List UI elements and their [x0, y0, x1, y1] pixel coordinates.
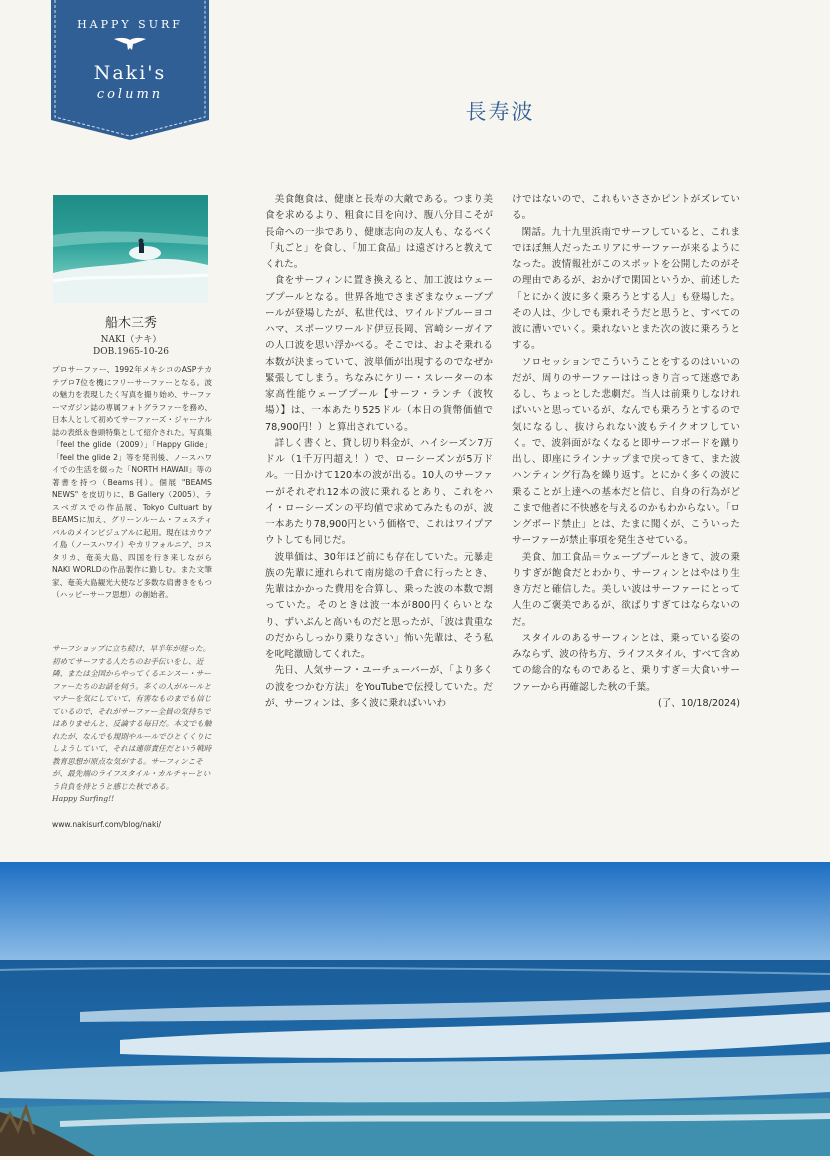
badge-top-text: HAPPY SURF [77, 18, 183, 31]
profile-bio-italic: サーフショップに立ち続け、早半年が経った。初めてサーフする人たちのお手伝いをし、近隣、または全国からやってくるエンスー・サーファーたちのお話を伺う。多くの人がルールとマナーを気にしていて、有害なものまでも信じているので、それがサーファー全員の気持ちではありませんと、反論する毎日だ。本文でも触れたが、なんでも規則やルールでひとくくりにしようしていて、それは連帯責任だという戦時教育思想が原点な気がする。サーフィンこそが、最先端のライフスタイル・カルチャーという自負を持とうと感じた秋である。 [52, 644, 212, 791]
article-title: 長寿波 [465, 100, 535, 124]
paragraph-continued: けではないので、これもいささかピントがズレている。 [512, 194, 740, 222]
badge-name: Naki's [93, 62, 167, 84]
paragraph: 美食、加工食品＝ウェーブプールときて、波の乗りすぎが飽食だとわかり、サーフィンとはやはり生き方だと確信した。美しい波はサーファーにとって人生のご褒美であるが、欲ばりすぎてはならないのだ。 [512, 551, 740, 628]
profile-dob: DOB.1965-10-26 [93, 347, 169, 357]
paragraph: スタイルのあるサーフィンとは、乗っている姿のみならず、波の待ち方、ライフスタイル、すべて含めての総合的なものであると、乗りすぎ＝大食いサーファーから再確認した秋の千葉。 [512, 632, 740, 693]
profile-bio-note [52, 643, 212, 806]
profile-bio: プロサーファー、1992年メキシコのASPテカテプロ7位を機にフリーサーファーとなる。波の魅力を表現したく写真を撮り始め、サーファーマガジン誌の専属フォトグラファーを務め、日本人として初めてサーファーズ・ジャーナル誌の表紙＆巻頭特集として紹介された。写真集「feel the glide（2009）」「Happy Glide」「feel the glide 2」等を発刊後、ノースハワイでの生活を綴った「NORTH HAWAII」等の著書を持つ（Beams刊）。個展 "BEAMS NEWS" を皮切りに、B Gallery（2005）、ラスベガスでの作品展、Tokyo Cultuart by BEAMSに加え、グリーンルーム・フェスティバルのメインビジュアルに起用。現在はカウアイ島（ノースハワイ）やカリフォルニア、コスタリカ、奄美大島、四国を行き来しながらNAKI WORLDの作品製作に勤しむ。また文筆家、奄美大島観光大使など多数な肩書きをもつ（ハッピーサーフ思想）の創始者。 [52, 365, 212, 599]
profile-name: 船木三秀 [104, 316, 157, 331]
paragraph: 美食飽食は、健康と長寿の大敵である。つまり美食を求めるより、粗食に目を向け、腹八分目こそが長命への一歩であり、健康志向の友人も、なるべく「丸ごと」を食し、「加工食品」は遠ざけろと教えてくれた。 [265, 194, 493, 270]
winged-emblem-icon [113, 36, 147, 52]
paragraph: 閑話。九十九里浜南でサーフしていると、これまでほぼ無人だったエリアにサーファーが来るようになった。波情報社がこのスポットを公開したのがその理由であるが、おかげで閑国というか、前述した「とにかく波に多く乗ろうとする人」も登場した。その人は、少しでも乗れそうだと思うと、すべての波に漕いでいく。乗れないとまた次の波に乗ろうとする。 [512, 226, 740, 352]
paragraph: 食をサーフィンに置き換えると、加工波はウェーブプールとなる。世界各地でさまざまなウェーブプールが登場したが、私世代は、ワイルドブルーヨコハマ、スポーツワールド伊豆長岡、宮崎シーガイアの人口波を思い浮かべる。そこでは、およそ乗れる本数が決まっていて、波単価が出現するのでなぜか緊張してしまう。ちなみにケリー・スレーターの本家高性能ウェーブプール【サーフ・ランチ（波牧場）】は、一本あたり525ドル（本日の貨幣価値で78,900円！）と算出されている。 [265, 275, 493, 433]
article-signature: (了、10/18/2024) [658, 697, 740, 709]
paragraph: 波単価は、30年ほど前にも存在していた。元暴走族の先輩に連れられて南房総の千倉に行ったとき、先輩はかかった費用を合算し、乗った波の本数で割っていた。そのときは波一本が800円くらいとなり、ずいぶんと高いものだと思ったが、「波は貴重なのだからしっかり乗りなさい」怖い先輩は、そう私を叱咤激励してくれた。 [265, 551, 493, 660]
profile-photo [53, 195, 208, 303]
paragraph: 詳しく書くと、貸し切り料金が、ハイシーズン7万ドル（1千万円超え！）で、ローシーズンが5万ドル。一日かけて120本の波が出る。10人のサーファーがそれぞれ12本の波に乗れるとあり、これをハイ・ローシーズンの平均値で求めてみたものが、波一本あたり78,900円という価格で、これはワイプアウトしても同じだ。 [265, 437, 493, 547]
article-column-2 [512, 192, 740, 712]
profile-url[interactable]: www.nakisurf.com/blog/naki/ [52, 820, 162, 829]
paragraph: 先日、人気サーフ・ユーチューバーが、「より多くの波をつかむ方法」をYouTubeで伝授していた。だが、サーフィンは、多く波に乗ればいいわ [265, 665, 493, 709]
profile-sign-off: Happy Surfing!! [52, 794, 115, 803]
paragraph: ソロセッションでこういうことをするのはいいのだが、周りのサーファーははっきり言って迷惑であるし、ちょっとした悲劇だ。当人は前乗りしなければいいと思っているが、なんでも乗ろうとするので気になるし、抜けられない波もテイクオフしていく。で、波斜面がなくなると即サーフボードを蹴り出し、即座にラインナップまで戻ってきて、また波ハンティング行為を繰り返す。とにかく多くの波に乗ることが上達への基本だと信じ、自身の行為がどこまで他者に不快感を与えるのかもわからない。「ロングボード禁止」とは、たまに聞くが、こういったサーファーが禁止事項を発生させている。 [512, 356, 740, 547]
profile-reading: NAKI（ナキ） [100, 335, 162, 345]
badge-column-label: column [96, 87, 164, 102]
profile-block [52, 312, 210, 358]
column-badge [51, 0, 209, 140]
article-column-1 [265, 192, 493, 712]
seascape-photo [0, 862, 830, 1156]
